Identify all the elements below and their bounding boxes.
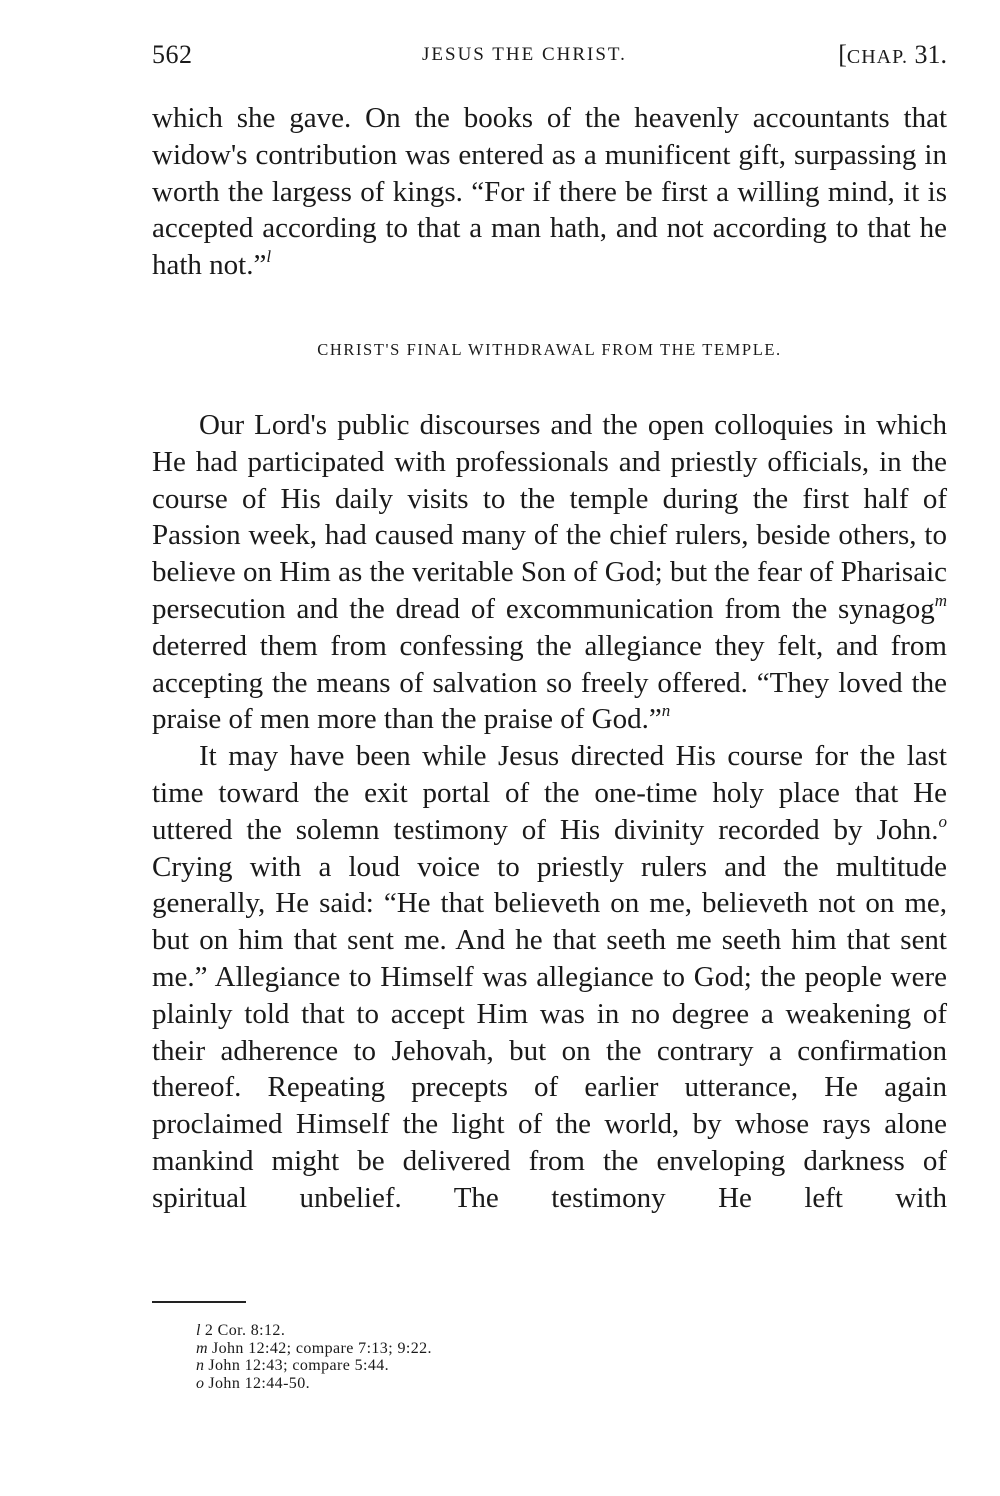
paragraph: [152, 407, 947, 738]
chapter-bracket: [: [838, 40, 847, 69]
footnote-text: John 12:43; compare 5:44.: [208, 1357, 390, 1374]
running-header: [152, 40, 947, 74]
footnote-text: 2 Cor. 8:12.: [204, 1322, 286, 1339]
paragraph-text: Our Lord's public discourses and the open colloquies in which He had participated with professionals and priestly officials, in the course of His daily visits to the temple during the first half of Passion week, had caused many of the chief rulers, beside others, to believe on Him as the veritable Son of God; but the fear of Pharisaic persecution and the dread of excommunication from the synagog: [152, 409, 947, 625]
footnote-text: John 12:44-50.: [208, 1374, 311, 1392]
chapter-number: 31.: [914, 40, 947, 69]
chapter-word: CHAP.: [846, 46, 908, 68]
paragraph-text: deterred them from confessing the allegiance they felt, and from accepting the means of salvation so freely offered. “They loved the praise of men more than the praise of God.”: [152, 629, 947, 736]
body-block-top: [152, 100, 947, 284]
page-number: 562: [152, 40, 193, 69]
footnote-marker: o: [196, 1374, 205, 1392]
footnotes: [196, 1322, 696, 1392]
footnote-ref-o: o: [938, 811, 947, 831]
paragraph-continuation: [152, 100, 947, 284]
footnote-ref-n: n: [661, 701, 671, 721]
body-block-main: [152, 407, 947, 1217]
footnote-marker: n: [196, 1357, 205, 1374]
footnote: [196, 1322, 696, 1340]
footnote-rule: [152, 1301, 246, 1303]
footnote-marker: m: [196, 1339, 208, 1357]
chapter-label: [838, 40, 947, 70]
footnote: [196, 1375, 696, 1393]
paragraph-text: Crying with a loud voice to priestly rulers and the multitude generally, He said: “He that believeth on me, believeth not on me, but on him that sent me. And he that seeth me seeth him that sent me.” Allegiance to Himself was allegiance to God; the people were plainly told that to accept Him was in no degree a weakening of their adherence to Jehovah, but on the contrary a confirmation thereof. Repeating precepts of earlier utterance, He again proclaimed Himself the light of the world, by whose rays alone mankind might be delivered from the enveloping darkness of spiritual unbelief. The testimony He left with: [152, 850, 947, 1214]
footnote-text: John 12:42; compare 7:13; 9:22.: [211, 1339, 432, 1357]
footnote: [196, 1357, 696, 1375]
paragraph-text: which she gave. On the books of the heavenly accountants that widow's contribution was entered as a munificent gift, surpassing in worth the largess of kings. “For if there be first a willing mind, it is accepted according to that a man hath, and not according to that he hath not.”: [152, 102, 947, 282]
footnote-marker: l: [196, 1322, 201, 1339]
footnote-ref-l: l: [266, 247, 272, 267]
paragraph: [152, 738, 947, 1216]
footnote-ref-m: m: [934, 591, 947, 611]
running-title: JESUS THE CHRIST.: [422, 44, 627, 65]
section-heading: CHRIST'S FINAL WITHDRAWAL FROM THE TEMPLE.: [317, 340, 782, 359]
footnote: [196, 1340, 696, 1358]
paragraph-text: It may have been while Jesus directed His course for the last time toward the exit portal of the one-time holy place that He uttered the solemn testimony of His divinity recorded by John.: [152, 740, 947, 846]
